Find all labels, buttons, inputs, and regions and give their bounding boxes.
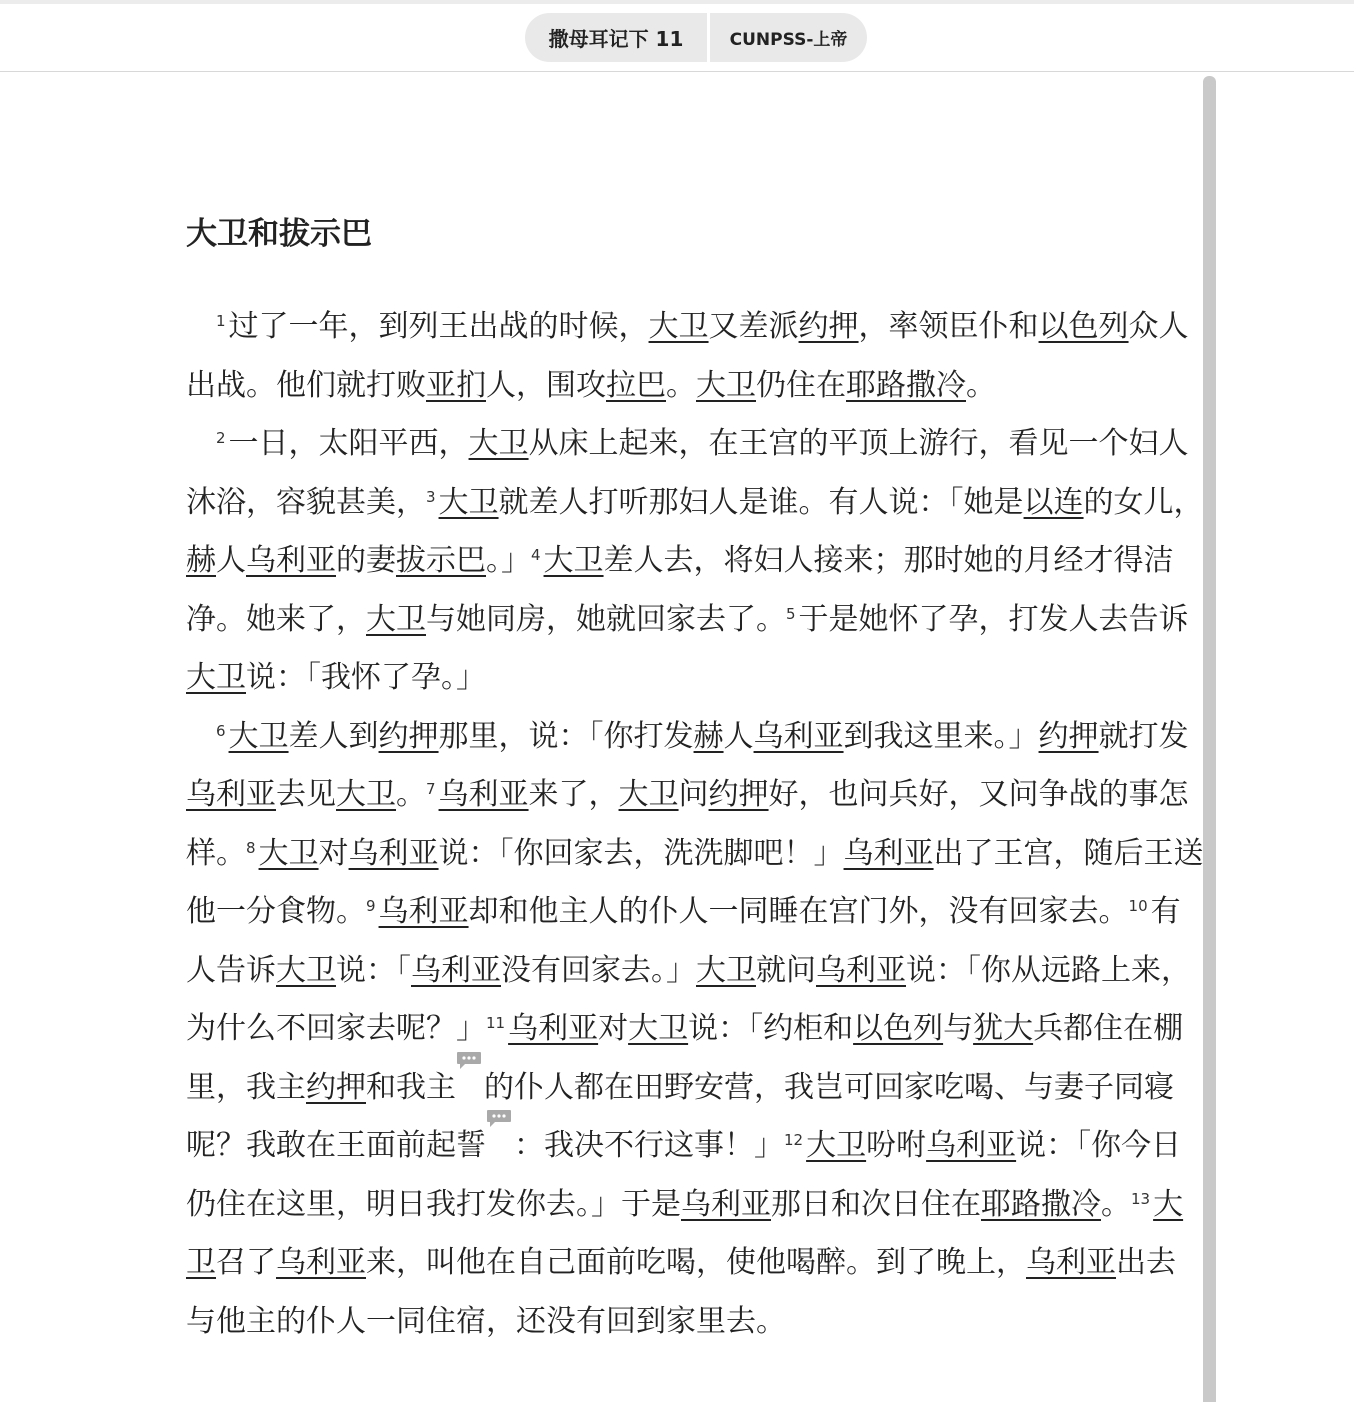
- name-link[interactable]: 大卫: [468, 426, 529, 461]
- verse-text: 。: [966, 367, 996, 403]
- verse-text: 说：「你回家去，洗洗脚吧！」: [438, 835, 844, 871]
- verse-text: 差人到: [288, 718, 379, 754]
- verse-text: 众人出战。他们就打败: [186, 309, 1189, 403]
- name-link[interactable]: 大卫: [696, 367, 756, 403]
- verse-number: 10: [1128, 897, 1148, 915]
- paragraph: [186, 298, 1204, 415]
- verse-text: 说：「你从远路上来，为什么不回家去呢？」: [186, 952, 1191, 1046]
- name-link[interactable]: 大卫: [696, 952, 756, 988]
- name-link[interactable]: 犹大: [973, 1011, 1034, 1046]
- verse-text: 与: [943, 1011, 974, 1046]
- name-link[interactable]: 大卫: [543, 543, 604, 578]
- verse-text: 和我主: [366, 1069, 456, 1105]
- name-link[interactable]: 大卫: [438, 484, 499, 520]
- verse-text: 差人去，将妇人接来；那时她的月经才得洁净。她来了，: [186, 543, 1174, 637]
- name-link[interactable]: 大卫: [336, 777, 396, 812]
- version-button[interactable]: CUNPSS-上帝: [729, 30, 848, 50]
- verse-text: 过了一年，到列王出战的时候，: [228, 309, 649, 344]
- name-link[interactable]: 耶路撒冷: [981, 1186, 1101, 1222]
- verse-number: 9: [366, 897, 376, 915]
- verse-text: 说：「约柜和: [688, 1011, 854, 1046]
- verse-text: 召了: [216, 1245, 276, 1280]
- verse-number: 12: [784, 1131, 804, 1149]
- verse-text: 。」: [486, 543, 531, 578]
- verse-text: 出去与他主的仆人一同住宿，还没有回到家里去。: [186, 1245, 1176, 1339]
- verse-text: 就问: [756, 952, 816, 988]
- verse-text: ：我决不行这事！」: [514, 1128, 784, 1163]
- name-link[interactable]: 乌利亚: [186, 777, 276, 812]
- name-link[interactable]: 乌利亚: [411, 952, 501, 988]
- name-link[interactable]: 乌利亚: [753, 718, 844, 754]
- verse-text: 人: [723, 718, 754, 754]
- verse-text: 就打发: [1098, 718, 1189, 754]
- verse-text: 吩咐: [866, 1128, 927, 1163]
- name-link[interactable]: 乌利亚: [348, 835, 439, 871]
- name-link[interactable]: 乌利亚: [843, 835, 934, 871]
- verse-text: 的妻: [336, 543, 396, 578]
- verse-text: 到我这里来。」: [843, 718, 1039, 754]
- name-link[interactable]: 大卫: [228, 718, 289, 754]
- verse-text: 来了，: [528, 777, 619, 812]
- name-link[interactable]: 以连: [1023, 484, 1084, 520]
- name-link[interactable]: 大卫: [806, 1128, 867, 1163]
- name-link[interactable]: 耶路撒冷: [846, 367, 966, 403]
- name-link[interactable]: 大卫: [258, 835, 319, 871]
- name-link[interactable]: 约押: [1038, 718, 1099, 754]
- verse-text: 那日和次日住在: [771, 1186, 981, 1222]
- verse-text: 又差派: [708, 309, 799, 344]
- name-link[interactable]: 大卫: [186, 1186, 1184, 1280]
- verse-text: 的仆人都在田野安营，我岂可回家吃喝、与妻子同寝呢？我敢在王面前起誓: [186, 1069, 1174, 1163]
- name-link[interactable]: 乌利亚: [816, 952, 906, 988]
- verse-text: 。: [1101, 1186, 1131, 1222]
- name-link[interactable]: 赫: [186, 543, 216, 578]
- verse-text: 没有回家去。」: [501, 952, 696, 988]
- verse-number: 6: [216, 721, 226, 740]
- verse-text: 对: [318, 835, 349, 871]
- name-link[interactable]: 乌利亚: [438, 777, 529, 812]
- name-link[interactable]: 大卫: [186, 660, 246, 695]
- name-link[interactable]: 约押: [306, 1069, 366, 1105]
- verse-number: 3: [426, 487, 436, 506]
- verse-text: 好，也问兵好，又问争战的事怎样。: [186, 777, 1189, 871]
- name-link[interactable]: 乌利亚: [246, 543, 336, 578]
- name-link[interactable]: 大卫: [628, 1011, 689, 1046]
- footnote-icon[interactable]: [456, 1051, 484, 1071]
- verse-text: 对: [598, 1011, 629, 1046]
- verse-text: 那里，说：「你打发: [438, 718, 694, 754]
- verse-text: 人: [216, 543, 246, 578]
- name-link[interactable]: 拔示巴: [396, 543, 486, 578]
- verse-number: 2: [216, 429, 226, 447]
- verse-number: 1: [216, 312, 226, 330]
- name-link[interactable]: 乌利亚: [378, 894, 469, 929]
- verse-number: 8: [246, 838, 256, 857]
- name-link[interactable]: 大卫: [276, 952, 336, 988]
- verse-number: 7: [426, 780, 436, 798]
- name-link[interactable]: 乌利亚: [276, 1245, 366, 1280]
- verse-text: 去见: [276, 777, 336, 812]
- name-link[interactable]: 乌利亚: [508, 1011, 599, 1046]
- verse-text: 却和他主人的仆人一同睡在宫门外，没有回家去。: [468, 894, 1129, 929]
- verse-text: 就差人打听那妇人是谁。有人说：「她是: [498, 484, 1024, 520]
- scrollbar-thumb[interactable]: [1203, 76, 1216, 1402]
- paragraph: [186, 415, 1204, 708]
- verse-text: 说：「你今日仍住在这里，明日我打发你去。」于是: [186, 1128, 1182, 1222]
- name-link[interactable]: 赫: [693, 718, 724, 754]
- verse-text: 。: [666, 367, 696, 403]
- verse-text: 从床上起来，在王宫的平顶上游行，看见一个妇人沐浴，容貌甚美，: [186, 426, 1189, 520]
- verse-text: ，率领臣仆和: [858, 309, 1039, 344]
- verse-text: 人，围攻: [486, 367, 606, 403]
- verse-text: 与她同房，她就回家去了。: [426, 601, 786, 637]
- name-link[interactable]: 以色列: [853, 1011, 944, 1046]
- verse-number: 4: [531, 546, 541, 564]
- verse-text: 仍住在: [756, 367, 846, 403]
- top-toolbar: [0, 0, 1354, 72]
- chapter-content: [186, 210, 1204, 1351]
- name-link[interactable]: 亚扪: [426, 367, 486, 403]
- verse-text: 。: [396, 777, 426, 812]
- name-link[interactable]: 拉巴: [606, 367, 666, 403]
- verse-number: 5: [786, 604, 796, 623]
- paragraphs: [186, 298, 1204, 1351]
- verse-number: 11: [486, 1014, 506, 1032]
- verse-text: 说：「: [336, 952, 411, 988]
- verse-text: 的女儿，: [1083, 484, 1204, 520]
- verse-text: 来，叫他在自己面前吃喝，使他喝醉。到了晚上，: [366, 1245, 1026, 1280]
- verse-text: 说：「我怀了孕。」: [246, 660, 486, 695]
- verse-text: 一日，太阳平西，: [228, 426, 469, 461]
- verse-text: 有人告诉: [186, 894, 1181, 988]
- name-link[interactable]: 约押: [708, 777, 769, 812]
- verse-text: 问: [678, 777, 709, 812]
- verse-number: 13: [1131, 1189, 1151, 1208]
- verse-text: 兵都住在棚里，我主: [186, 1011, 1184, 1105]
- footnote-icon[interactable]: [486, 1109, 514, 1129]
- name-link[interactable]: 乌利亚: [681, 1186, 771, 1222]
- reference-selector: [525, 13, 867, 62]
- name-link[interactable]: 约押: [378, 718, 439, 754]
- name-link[interactable]: 乌利亚: [1026, 1245, 1116, 1280]
- section-heading: 大卫和拔示巴: [186, 216, 372, 252]
- name-link[interactable]: 大卫: [648, 309, 709, 344]
- verse-text: 出了王宫，随后王送他一分食物。: [186, 835, 1204, 929]
- name-link[interactable]: 乌利亚: [926, 1128, 1017, 1163]
- name-link[interactable]: 大卫: [366, 601, 426, 637]
- paragraph: [186, 708, 1204, 1352]
- name-link[interactable]: 大卫: [618, 777, 679, 812]
- name-link[interactable]: 约押: [798, 309, 859, 344]
- book-chapter-button[interactable]: 撒母耳记下 11: [548, 27, 684, 51]
- name-link[interactable]: 以色列: [1038, 309, 1129, 344]
- verse-text: 于是她怀了孕，打发人去告诉: [798, 601, 1189, 637]
